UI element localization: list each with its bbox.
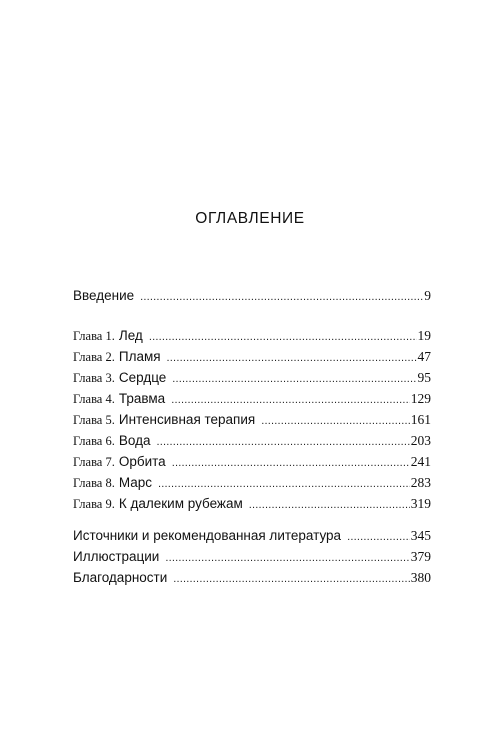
- chapter-label: Глава 5.: [73, 413, 115, 427]
- dot-leader: [347, 531, 410, 543]
- chapter-label: Глава 7.: [73, 455, 115, 469]
- entry-title: Благодарности: [73, 570, 168, 585]
- entry-title: Орбита: [118, 454, 166, 469]
- entry-title: Марс: [118, 475, 153, 490]
- toc-entry-chapter-5[interactable]: [73, 412, 431, 433]
- dot-leader: [156, 436, 409, 448]
- chapter-label: Глава 3.: [73, 371, 115, 385]
- page-number: 47: [417, 349, 431, 364]
- chapter-label: Глава 9.: [73, 497, 115, 511]
- toc-entry-illustrations[interactable]: [73, 549, 431, 570]
- dot-leader: [171, 394, 410, 406]
- chapter-label: Глава 6.: [73, 434, 115, 448]
- chapter-label: Глава 1.: [73, 329, 115, 343]
- entry-title: Интенсивная терапия: [118, 412, 256, 427]
- toc-back-matter-section: [73, 528, 431, 591]
- page-number: 95: [417, 370, 431, 385]
- chapter-label: Глава 4.: [73, 392, 115, 406]
- page-number: 9: [424, 288, 431, 303]
- toc-entry-acknowledgements[interactable]: [73, 570, 431, 591]
- page-number: 129: [410, 391, 431, 406]
- dot-leader: [167, 352, 417, 364]
- toc-entry-chapter-2[interactable]: [73, 349, 431, 370]
- page-number: 283: [410, 475, 431, 490]
- toc-entry-chapter-7[interactable]: [73, 454, 431, 475]
- dot-leader: [173, 573, 409, 585]
- toc-entry-chapter-4[interactable]: [73, 391, 431, 412]
- dot-leader: [165, 552, 409, 564]
- page-number: 345: [410, 528, 431, 543]
- entry-title: Иллюстрации: [73, 549, 160, 564]
- entry-title: Введение: [73, 288, 135, 303]
- toc-entry-introduction[interactable]: [73, 288, 431, 309]
- entry-title: Сердце: [118, 370, 167, 385]
- dot-leader: [261, 415, 410, 427]
- entry-title: Источники и рекомендованная литература: [73, 528, 342, 543]
- dot-leader: [172, 457, 410, 469]
- chapter-label: Глава 8.: [73, 476, 115, 490]
- dot-leader: [158, 478, 410, 490]
- toc-entry-sources[interactable]: [73, 528, 431, 549]
- dot-leader: [172, 373, 416, 385]
- chapter-label: Глава 2.: [73, 350, 115, 364]
- entry-title: Пламя: [118, 349, 161, 364]
- toc-entry-chapter-6[interactable]: [73, 433, 431, 454]
- dot-leader: [149, 331, 417, 343]
- toc-entry-chapter-3[interactable]: [73, 370, 431, 391]
- page-number: 380: [410, 570, 431, 585]
- page-number: 161: [410, 412, 431, 427]
- entry-title: К далеким рубежам: [118, 496, 243, 511]
- page-number: 241: [410, 454, 431, 469]
- page-title: ОГЛАВЛЕНИЕ: [195, 210, 305, 227]
- entry-title: Вода: [118, 433, 151, 448]
- entry-title: Травма: [118, 391, 166, 406]
- page-number: 379: [410, 549, 431, 564]
- toc-entry-chapter-1[interactable]: [73, 328, 431, 349]
- page-number: 203: [410, 433, 431, 448]
- toc-entry-chapter-9[interactable]: [73, 496, 431, 517]
- entry-title: Лед: [118, 328, 143, 343]
- toc-intro-section: [73, 288, 431, 309]
- dot-leader: [249, 499, 410, 511]
- toc-chapters-section: [73, 328, 431, 517]
- page-number: 319: [410, 496, 431, 511]
- page-number: 19: [417, 328, 431, 343]
- dot-leader: [140, 291, 423, 303]
- toc-entry-chapter-8[interactable]: [73, 475, 431, 496]
